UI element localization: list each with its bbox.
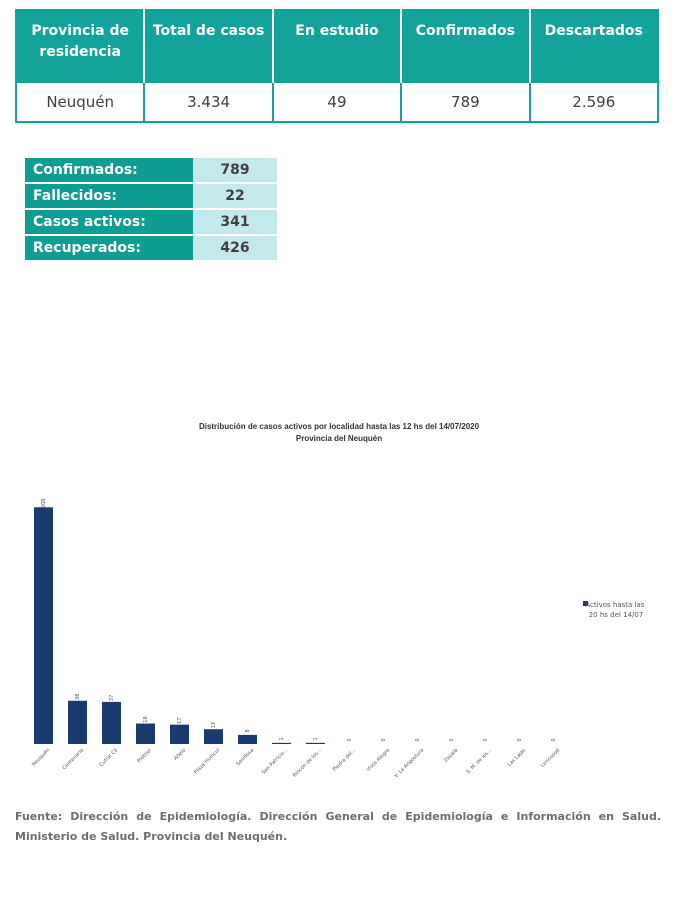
status-label-recuperados: Recuperados: bbox=[25, 235, 193, 260]
active-cases-chart bbox=[0, 410, 696, 782]
chart-subtitle: Provincia del Neuquén bbox=[295, 434, 383, 443]
status-row-recuperados bbox=[25, 235, 277, 260]
tick-label-8: Rincón de los... bbox=[291, 747, 324, 779]
value-label-3: 18 bbox=[143, 716, 149, 723]
status-value-confirmados: 789 bbox=[193, 158, 277, 183]
bar-1 bbox=[68, 701, 87, 744]
value-label-7: 1 bbox=[279, 737, 285, 741]
tick-label-11: V. La Angostura bbox=[393, 747, 426, 780]
legend-label: Activos hasta las 20 hs del 14/07 bbox=[585, 601, 645, 619]
tick-label-9: Piedra del... bbox=[331, 747, 358, 773]
tick-label-3: Plottier bbox=[136, 747, 154, 765]
summary-data-row bbox=[16, 83, 658, 122]
status-label-confirmados: Confirmados: bbox=[25, 158, 193, 183]
status-label-fallecidos: Fallecidos: bbox=[25, 183, 193, 209]
bar-7 bbox=[272, 743, 291, 744]
header-provincia: Provincia de residencia bbox=[16, 10, 144, 83]
value-label-4: 17 bbox=[177, 717, 183, 724]
status-table bbox=[25, 158, 277, 260]
chart-bars bbox=[30, 499, 561, 780]
tick-label-15: Loncopué bbox=[539, 747, 562, 769]
tick-label-2: Cutral Có bbox=[98, 747, 120, 769]
status-row-activos bbox=[25, 209, 277, 235]
value-label-1: 38 bbox=[75, 693, 81, 700]
value-label-8: 1 bbox=[313, 737, 319, 741]
bar-3 bbox=[136, 724, 155, 744]
bar-6 bbox=[238, 735, 257, 744]
tick-label-10: Vista Alegre bbox=[365, 747, 392, 773]
status-row-fallecidos bbox=[25, 183, 277, 209]
tick-label-4: Añelo bbox=[172, 747, 188, 762]
header-en-estudio: En estudio bbox=[273, 10, 401, 83]
tick-label-6: Senillosa bbox=[235, 747, 256, 768]
value-label-14: 0 bbox=[517, 738, 523, 742]
tick-label-0: Neuquén bbox=[30, 747, 52, 768]
summary-header-row bbox=[16, 10, 658, 83]
status-row-confirmados bbox=[25, 158, 277, 183]
value-label-2: 37 bbox=[109, 694, 115, 702]
tick-label-1: Centenario bbox=[61, 747, 86, 772]
value-label-15: 0 bbox=[551, 738, 557, 742]
bar-8 bbox=[306, 743, 325, 744]
status-value-recuperados: 426 bbox=[193, 235, 277, 260]
tick-label-7: San Patricio... bbox=[260, 747, 290, 776]
cell-confirmados: 789 bbox=[401, 83, 529, 122]
chart-legend bbox=[583, 601, 647, 619]
status-value-activos: 341 bbox=[193, 209, 277, 235]
source-note: Fuente: Dirección de Epidemiología. Dirección General de Epidemiología e Información en Salud. Ministerio de Salud. Provincia del Neuquén. bbox=[15, 810, 661, 843]
header-descartados: Descartados bbox=[530, 10, 658, 83]
bar-4 bbox=[170, 725, 189, 744]
value-label-0: 208 bbox=[41, 498, 47, 509]
cell-en-estudio: 49 bbox=[273, 83, 401, 122]
value-label-12: 0 bbox=[449, 738, 455, 742]
value-label-10: 0 bbox=[381, 738, 387, 742]
tick-label-13: S. M. de los... bbox=[465, 747, 494, 776]
cell-total-casos: 3.434 bbox=[144, 83, 272, 122]
value-label-13: 0 bbox=[483, 738, 489, 742]
bar-5 bbox=[204, 729, 223, 744]
value-label-9: 0 bbox=[347, 738, 353, 742]
value-label-5: 13 bbox=[211, 722, 217, 729]
tick-label-14: Las Lajas bbox=[506, 747, 528, 768]
chart-title: Distribución de casos activos por localidad hasta las 12 hs del 14/07/2020 bbox=[198, 422, 480, 431]
value-label-11: 0 bbox=[415, 738, 421, 742]
cases-summary-table bbox=[15, 9, 659, 123]
bar-2 bbox=[102, 702, 121, 744]
bar-0 bbox=[34, 507, 53, 744]
value-label-6: 8 bbox=[245, 729, 251, 733]
tick-label-5: Plaza Huincul bbox=[193, 747, 222, 776]
header-confirmados: Confirmados bbox=[401, 10, 529, 83]
cell-provincia: Neuquén bbox=[46, 93, 115, 111]
status-value-fallecidos: 22 bbox=[193, 183, 277, 209]
tick-label-12: Zapala bbox=[442, 747, 460, 764]
status-label-activos: Casos activos: bbox=[25, 209, 193, 235]
cell-descartados: 2.596 bbox=[530, 83, 658, 122]
header-total-casos: Total de casos bbox=[144, 10, 272, 83]
